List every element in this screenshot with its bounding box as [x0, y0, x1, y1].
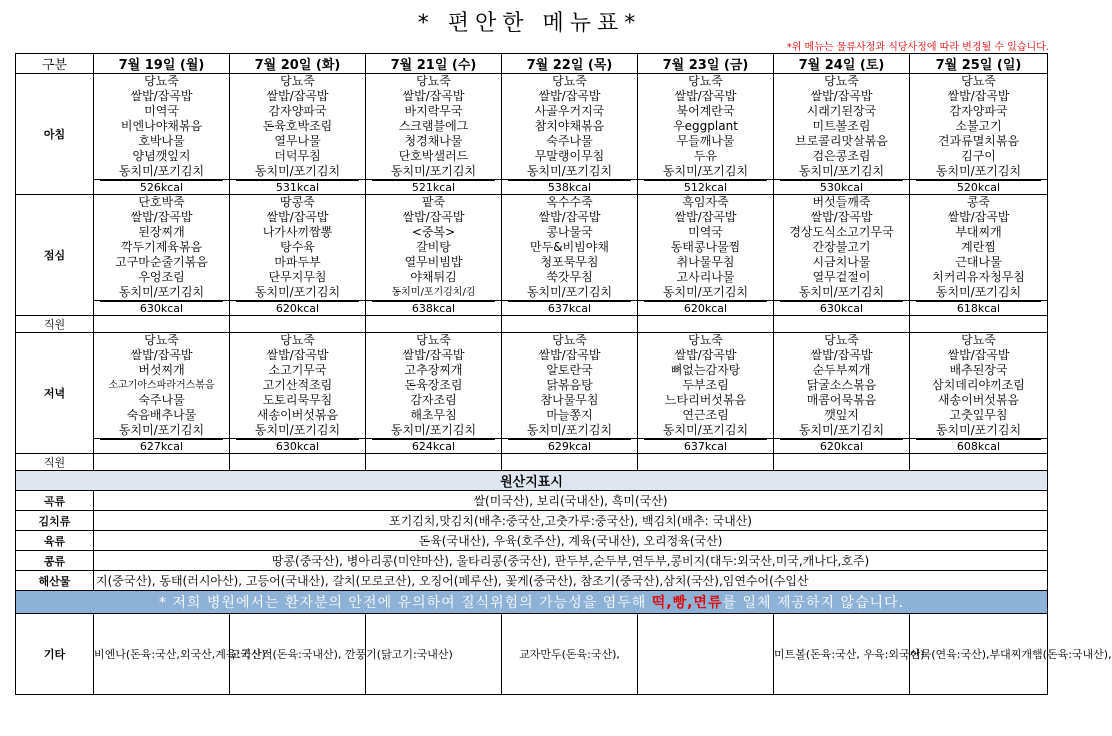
menu-item: 쌀밥/잡곡밥 — [674, 348, 737, 362]
menu-item: 고추장찌개 — [404, 363, 463, 377]
dinner-menu-cell — [638, 333, 774, 439]
menu-item: 고기산적조림 — [262, 378, 333, 392]
kcal-value: 526kcal — [100, 180, 223, 194]
menu-item: 깻잎지 — [824, 408, 859, 422]
breakfast-menu-cell — [366, 74, 502, 180]
menu-item: 미역국 — [144, 104, 179, 118]
staff-cell — [774, 454, 910, 471]
lunch-menu-cell — [910, 195, 1048, 301]
header-day: 7월 22일 (목) — [502, 54, 638, 74]
menu-item: 우eggplant — [673, 119, 738, 133]
menu-item: 소불고기 — [955, 119, 1002, 133]
kcal-value: 520kcal — [916, 180, 1041, 194]
breakfast-kcal-cell — [366, 180, 502, 195]
kcal-value: 530kcal — [780, 180, 903, 194]
dinner-kcal-cell — [94, 439, 230, 454]
menu-item: 콩나물국 — [546, 225, 593, 239]
menu-item: 당뇨죽 — [824, 333, 859, 347]
origin-row — [16, 551, 1048, 571]
kcal-value: 512kcal — [644, 180, 767, 194]
origin-row — [16, 571, 1048, 591]
menu-item: 부대찌개 — [955, 225, 1002, 239]
menu-item: 돈육호박조림 — [262, 119, 333, 133]
menu-item: 흑임자죽 — [682, 195, 729, 209]
menu-item: 김구이 — [961, 149, 996, 163]
staff-cell — [230, 454, 366, 471]
dinner-kcal-cell — [638, 439, 774, 454]
menu-item: 깍두기제육볶음 — [120, 240, 203, 254]
menu-item: 동치미/포기김치 — [662, 285, 749, 299]
menu-item: 무들깨나물 — [676, 134, 735, 148]
menu-item: 마늘쫑지 — [546, 408, 593, 422]
menu-item: 동치미/포기김치 — [935, 423, 1022, 437]
etc-cell: 비엔나(돈육:국산,외국산,계육:국산) — [94, 614, 230, 695]
menu-item: 고구마순줄기볶음 — [115, 255, 208, 269]
menu-item: 쌀밥/잡곡밥 — [266, 348, 329, 362]
origin-row — [16, 531, 1048, 551]
menu-item: 쌀밥/잡곡밥 — [810, 210, 873, 224]
menu-item: 열무나물 — [274, 134, 321, 148]
menu-item: 나가사끼짬뽕 — [262, 225, 333, 239]
menu-item: 쌀밥/잡곡밥 — [810, 89, 873, 103]
menu-item: 연근조림 — [682, 408, 729, 422]
etc-cell: 교자만두(돈육:국산), — [502, 614, 638, 695]
lunch-kcal-cell — [366, 301, 502, 316]
menu-item: 단호박죽 — [138, 195, 185, 209]
staff-cell — [94, 454, 230, 471]
breakfast-kcal-cell — [910, 180, 1048, 195]
dinner-menu-cell — [910, 333, 1048, 439]
menu-item: 동치미/포기김치 — [662, 423, 749, 437]
menu-item: 당뇨죽 — [280, 74, 315, 88]
menu-item: 쌀밥/잡곡밥 — [947, 210, 1010, 224]
kcal-value: 521kcal — [372, 180, 495, 194]
menu-item: 당뇨죽 — [144, 333, 179, 347]
origin-value: 돈육(국내산), 우육(호주산), 계육(국내산), 오리정육(국산) — [94, 531, 1048, 551]
dinner-menu-cell — [774, 333, 910, 439]
menu-item: 숙주나물 — [138, 393, 185, 407]
origin-value: 포기김치,맛김치(배추:중국산,고춧가루:중국산), 백김치(배추: 국내산) — [94, 511, 1048, 531]
menu-item: 닭굴소스볶음 — [806, 378, 877, 392]
breakfast-kcal-cell — [502, 180, 638, 195]
menu-item: 땅콩죽 — [280, 195, 315, 209]
kcal-value: 637kcal — [508, 301, 631, 315]
menu-item: 스크램블에그 — [398, 119, 469, 133]
header-day: 7월 21일 (수) — [366, 54, 502, 74]
staff-cell — [638, 316, 774, 333]
origin-row — [16, 491, 1048, 511]
dinner-menu-cell — [366, 333, 502, 439]
staff-label: 직원 — [16, 454, 94, 471]
kcal-value: 638kcal — [372, 301, 495, 315]
staff-cell — [910, 316, 1048, 333]
menu-item: 양념깻잎지 — [132, 149, 191, 163]
etc-cell — [638, 614, 774, 695]
etc-cell: 어묵(연육:국산),부대찌개햄(돈육:국내산), — [910, 614, 1048, 695]
menu-item: 배추된장국 — [949, 363, 1008, 377]
menu-item: 두부조림 — [682, 378, 729, 392]
origin-value: 지(중국산), 동태(러시아산), 고등어(국내산), 갈치(모로코산), 오징어(페루산), 꽃게(중국산), 참조기(중국산),삼치(국산),임연수어(수입산 — [94, 571, 1048, 591]
menu-item: 당뇨죽 — [688, 333, 723, 347]
lunch-kcal-cell — [638, 301, 774, 316]
menu-item: 숙음배추나물 — [126, 408, 197, 422]
menu-item: 쌀밥/잡곡밥 — [266, 210, 329, 224]
menu-item: 동치미/포기김치/김 — [391, 287, 476, 298]
menu-item: 된장찌개 — [138, 225, 185, 239]
header-day: 7월 23일 (금) — [638, 54, 774, 74]
menu-item: 동치미/포기김치 — [118, 164, 205, 178]
menu-item: 동치미/포기김치 — [254, 285, 341, 299]
menu-item: 당뇨죽 — [416, 333, 451, 347]
menu-item: 당뇨죽 — [961, 74, 996, 88]
kcal-value: 618kcal — [916, 301, 1041, 315]
menu-item: 바지락무국 — [404, 104, 463, 118]
menu-item: 청경채나물 — [404, 134, 463, 148]
breakfast-kcal-cell — [230, 180, 366, 195]
staff-cell — [366, 454, 502, 471]
kcal-value: 627kcal — [100, 439, 223, 453]
menu-item: 동치미/포기김치 — [118, 423, 205, 437]
menu-item: 당뇨죽 — [688, 74, 723, 88]
menu-item: 쌀밥/잡곡밥 — [810, 348, 873, 362]
header-category: 구분 — [16, 54, 94, 74]
staff-cell — [230, 316, 366, 333]
breakfast-menu-cell — [638, 74, 774, 180]
kcal-value: 608kcal — [916, 439, 1041, 453]
staff-cell — [94, 316, 230, 333]
menu-item: 순두부찌개 — [812, 363, 871, 377]
etc-row — [16, 614, 1048, 695]
menu-item: 쌀밥/잡곡밥 — [674, 210, 737, 224]
breakfast-row — [16, 74, 1048, 180]
menu-item: 동치미/포기김치 — [526, 164, 613, 178]
menu-item: 당뇨죽 — [416, 74, 451, 88]
kcal-value: 620kcal — [780, 439, 903, 453]
staff-cell — [502, 316, 638, 333]
lunch-kcal-row — [16, 301, 1048, 316]
staff-cell — [910, 454, 1048, 471]
menu-item: 호박나물 — [138, 134, 185, 148]
staff-label: 직원 — [16, 316, 94, 333]
menu-item: 시래기된장국 — [806, 104, 877, 118]
menu-item: 미트볼조림 — [812, 119, 871, 133]
staff-row — [16, 454, 1048, 471]
menu-item: 돈육장조림 — [404, 378, 463, 392]
menu-item: 견과류멸치볶음 — [937, 134, 1020, 148]
dinner-kcal-cell — [366, 439, 502, 454]
menu-item: 동치미/포기김치 — [935, 285, 1022, 299]
lunch-menu-cell — [230, 195, 366, 301]
menu-item: 버섯찌개 — [138, 363, 185, 377]
menu-item: 도토리묵무침 — [262, 393, 333, 407]
origin-label: 콩류 — [16, 551, 94, 571]
menu-item: 경상도식소고기무국 — [789, 225, 894, 239]
dinner-kcal-row — [16, 439, 1048, 454]
menu-item: 무말랭이무침 — [534, 149, 605, 163]
menu-item: 옥수수죽 — [546, 195, 593, 209]
menu-item: 단호박샐러드 — [398, 149, 469, 163]
menu-item: 탕수육 — [280, 240, 315, 254]
staff-cell — [366, 316, 502, 333]
breakfast-menu-cell — [94, 74, 230, 180]
menu-item: 새송이버섯볶음 — [256, 408, 339, 422]
dinner-menu-cell — [94, 333, 230, 439]
menu-item: 검은콩조림 — [812, 149, 871, 163]
etc-label: 기타 — [16, 614, 94, 695]
etc-cell: 미트볼(돈육:국산, 우육:외국산) — [774, 614, 910, 695]
dinner-kcal-cell — [502, 439, 638, 454]
menu-item: 느타리버섯볶음 — [664, 393, 747, 407]
menu-item: 쌀밥/잡곡밥 — [402, 210, 465, 224]
origin-label: 곡류 — [16, 491, 94, 511]
menu-item: 새송이버섯볶음 — [937, 393, 1020, 407]
dinner-menu-cell — [502, 333, 638, 439]
staff-row — [16, 316, 1048, 333]
lunch-kcal-cell — [230, 301, 366, 316]
menu-item: 야채튀김 — [410, 270, 457, 284]
menu-item: 동치미/포기김치 — [798, 423, 885, 437]
menu-item: 당뇨죽 — [961, 333, 996, 347]
menu-item: 매콤어묵볶음 — [806, 393, 877, 407]
dinner-kcal-cell — [910, 439, 1048, 454]
menu-item: 당뇨죽 — [144, 74, 179, 88]
menu-item: 비엔나야채볶음 — [120, 119, 203, 133]
menu-item: 쌀밥/잡곡밥 — [538, 89, 601, 103]
menu-item: 당뇨죽 — [552, 74, 587, 88]
menu-item: 동치미/포기김치 — [662, 164, 749, 178]
menu-item: 쌀밥/잡곡밥 — [402, 348, 465, 362]
menu-item: 쌀밥/잡곡밥 — [538, 348, 601, 362]
menu-item: 두유 — [693, 149, 718, 163]
menu-item: 해초무침 — [410, 408, 457, 422]
header-day: 7월 19일 (월) — [94, 54, 230, 74]
dinner-row — [16, 333, 1048, 439]
staff-cell — [502, 454, 638, 471]
menu-item: 삼치데리야끼조림 — [932, 378, 1025, 392]
kcal-value: 630kcal — [780, 301, 903, 315]
menu-item: 쌀밥/잡곡밥 — [130, 348, 193, 362]
kcal-value: 624kcal — [372, 439, 495, 453]
breakfast-kcal-cell — [638, 180, 774, 195]
kcal-value: 629kcal — [508, 439, 631, 453]
menu-item: 감자양파국 — [268, 104, 327, 118]
menu-item: 동치미/포기김치 — [390, 164, 477, 178]
kcal-value: 620kcal — [644, 301, 767, 315]
dinner-kcal-cell — [230, 439, 366, 454]
breakfast-menu-cell — [502, 74, 638, 180]
menu-item: 만두&비빔야채 — [530, 240, 609, 254]
origin-row — [16, 511, 1048, 531]
safety-banner — [16, 591, 1048, 614]
menu-item: 갈비탕 — [416, 240, 451, 254]
staff-cell — [638, 454, 774, 471]
menu-item: 동치미/포기김치 — [254, 423, 341, 437]
banner-highlight: 떡,빵,면류 — [651, 595, 723, 611]
menu-item: 고사리나물 — [676, 270, 735, 284]
banner-text-post: 를 일체 제공하지 않습니다. — [722, 595, 905, 611]
lunch-row — [16, 195, 1048, 301]
menu-item: 쑥갓무침 — [546, 270, 593, 284]
kcal-value: 620kcal — [236, 301, 359, 315]
staff-cell — [774, 316, 910, 333]
origin-label: 육류 — [16, 531, 94, 551]
menu-item: 소고기아스파라거스볶음 — [108, 380, 215, 391]
header-row — [16, 54, 1048, 74]
kcal-value: 637kcal — [644, 439, 767, 453]
menu-item: 동치미/포기김치 — [798, 164, 885, 178]
menu-item: 버섯들깨죽 — [812, 195, 871, 209]
banner-text-pre: * 저희 병원에서는 환자분의 안전에 유의하여 질식위험의 가능성을 염두해 — [158, 595, 652, 611]
header-day: 7월 24일 (토) — [774, 54, 910, 74]
menu-item: 숙주나물 — [546, 134, 593, 148]
menu-item: 동태콩나물찜 — [670, 240, 741, 254]
menu-item: 닭볶음탕 — [546, 378, 593, 392]
menu-item: 팥죽 — [421, 195, 446, 209]
menu-item: 고춧잎무침 — [949, 408, 1008, 422]
lunch-menu-cell — [774, 195, 910, 301]
menu-item: 동치미/포기김치 — [526, 285, 613, 299]
menu-item: 쌀밥/잡곡밥 — [130, 89, 193, 103]
menu-item: 쌀밥/잡곡밥 — [266, 89, 329, 103]
menu-item: 쌀밥/잡곡밥 — [947, 89, 1010, 103]
lunch-kcal-cell — [910, 301, 1048, 316]
lunch-menu-cell — [502, 195, 638, 301]
header-day: 7월 25일 (일) — [910, 54, 1048, 74]
menu-item: 열무비빔밥 — [404, 255, 463, 269]
menu-item: 당뇨죽 — [552, 333, 587, 347]
origin-label: 김치류 — [16, 511, 94, 531]
menu-item: 더덕무침 — [274, 149, 321, 163]
menu-item: 참나물무침 — [540, 393, 599, 407]
lunch-kcal-cell — [774, 301, 910, 316]
menu-item: 동치미/포기김치 — [118, 285, 205, 299]
breakfast-kcal-row — [16, 180, 1048, 195]
kcal-value: 531kcal — [236, 180, 359, 194]
header-day: 7월 20일 (화) — [230, 54, 366, 74]
menu-item: 북어계란국 — [676, 104, 735, 118]
menu-item: 취나물무침 — [676, 255, 735, 269]
kcal-value: 630kcal — [100, 301, 223, 315]
menu-item: 동치미/포기김치 — [254, 164, 341, 178]
menu-item: 콩죽 — [966, 195, 991, 209]
lunch-kcal-cell — [502, 301, 638, 316]
dinner-kcal-cell — [774, 439, 910, 454]
lunch-menu-cell — [94, 195, 230, 301]
menu-item: 감자조림 — [410, 393, 457, 407]
menu-item: 시금치나물 — [812, 255, 871, 269]
lunch-menu-cell — [638, 195, 774, 301]
menu-item: 미역국 — [688, 225, 723, 239]
origin-value: 쌀(미국산), 보리(국내산), 흑미(국산) — [94, 491, 1048, 511]
lunch-label: 점심 — [16, 195, 94, 316]
menu-item: 단무지무침 — [268, 270, 327, 284]
kcal-value: 630kcal — [236, 439, 359, 453]
menu-item: <중복> — [411, 225, 456, 239]
menu-item: 마파두부 — [274, 255, 321, 269]
menu-item: 사골우거지국 — [534, 104, 605, 118]
lunch-kcal-cell — [94, 301, 230, 316]
menu-item: 쌀밥/잡곡밥 — [538, 210, 601, 224]
origin-title-row — [16, 471, 1048, 491]
breakfast-menu-cell — [910, 74, 1048, 180]
menu-item: 당뇨죽 — [280, 333, 315, 347]
breakfast-label: 아침 — [16, 74, 94, 195]
menu-item: 쌀밥/잡곡밥 — [947, 348, 1010, 362]
lunch-menu-cell — [366, 195, 502, 301]
menu-table — [15, 53, 1112, 695]
origin-value: 땅콩(중국산), 병아리콩(미얀마산), 울타리콩(중국산), 판두부,순두부,연두부,콩비지(대두:외국산,미국,캐나다,호주) — [94, 551, 1048, 571]
menu-item: 동치미/포기김치 — [935, 164, 1022, 178]
breakfast-kcal-cell — [774, 180, 910, 195]
menu-item: 브로콜리맛살볶음 — [795, 134, 888, 148]
breakfast-menu-cell — [230, 74, 366, 180]
menu-item: 소고기무국 — [268, 363, 327, 377]
origin-label: 해산물 — [16, 571, 94, 591]
menu-item: 치커리유자청무침 — [932, 270, 1025, 284]
breakfast-kcal-cell — [94, 180, 230, 195]
menu-item: 계란찜 — [961, 240, 996, 254]
menu-item: 동치미/포기김치 — [390, 423, 477, 437]
etc-cell: 고기산적(돈육:국내산), 깐풍기(닭고기:국내산) — [230, 614, 366, 695]
menu-item: 동치미/포기김치 — [526, 423, 613, 437]
menu-item: 근대나물 — [955, 255, 1002, 269]
kcal-value: 538kcal — [508, 180, 631, 194]
change-notice: *위 메뉴는 물류사정과 식당사정에 따라 변경될 수 있습니다. — [786, 42, 1049, 53]
dinner-label: 저녁 — [16, 333, 94, 454]
breakfast-menu-cell — [774, 74, 910, 180]
menu-item: 참치야채볶음 — [534, 119, 605, 133]
menu-item: 열무겉절이 — [812, 270, 871, 284]
menu-item: 쌀밥/잡곡밥 — [674, 89, 737, 103]
dinner-menu-cell — [230, 333, 366, 439]
menu-item: 청포묵무침 — [540, 255, 599, 269]
menu-item: 알토란국 — [546, 363, 593, 377]
origin-title: 원산지표시 — [16, 471, 1048, 491]
banner-row — [16, 591, 1048, 614]
menu-item: 쌀밥/잡곡밥 — [402, 89, 465, 103]
menu-item: 쌀밥/잡곡밥 — [130, 210, 193, 224]
menu-title: * 편안한 메뉴표* — [417, 11, 642, 36]
menu-item: 동치미/포기김치 — [798, 285, 885, 299]
menu-item: 뼈없는감자탕 — [670, 363, 741, 377]
menu-item: 간장불고기 — [812, 240, 871, 254]
menu-item: 당뇨죽 — [824, 74, 859, 88]
menu-item: 감자양파국 — [949, 104, 1008, 118]
menu-item: 우엉조림 — [138, 270, 185, 284]
